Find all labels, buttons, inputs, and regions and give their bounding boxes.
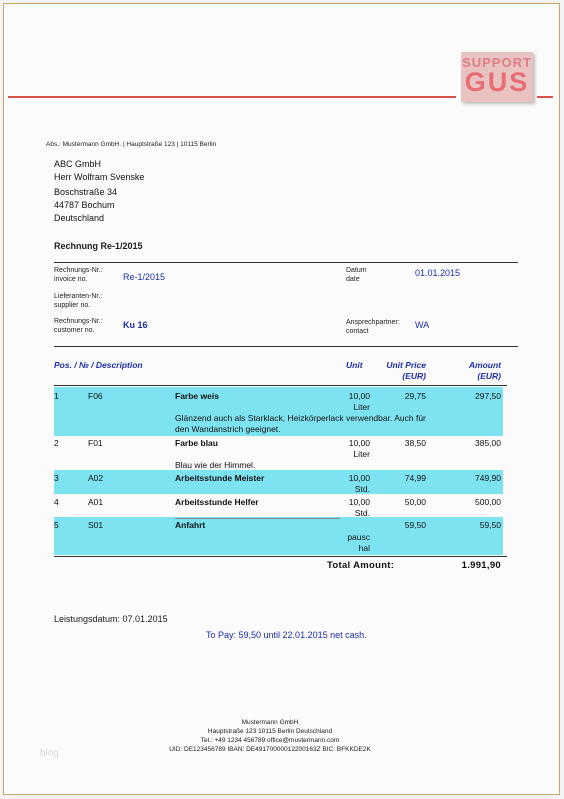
label-en: supplier no.: [54, 302, 91, 309]
date-value: 01.01.2015: [415, 268, 461, 278]
footer: [150, 718, 390, 754]
invoice-no-value: Re-1/2015: [123, 272, 166, 282]
footer-line: Tel.: +49 1234 456789 office@mustermann.com: [200, 737, 340, 744]
row-no: S01: [88, 520, 104, 530]
watermark: blog: [40, 748, 59, 759]
header-pos-description: Pos. / № / Description: [54, 360, 143, 370]
row-unit: hal: [358, 543, 370, 553]
header-rule-right: [537, 96, 553, 98]
meta-bottom-rule: [54, 346, 518, 347]
row-qty: 10,00: [348, 391, 370, 401]
row-price: 50,00: [404, 497, 426, 507]
label-de: Datum: [346, 267, 367, 274]
row-price: 29,75: [404, 391, 426, 401]
contact-label: [346, 318, 400, 336]
logo-line-1: SUPPORT: [462, 55, 532, 70]
header-line: Unit Price: [386, 360, 426, 370]
row-unit: pausc: [347, 532, 370, 542]
row-price: 59,50: [404, 520, 426, 530]
row-name: Arbeitsstunde Meister: [175, 473, 265, 483]
invoice-title: Rechnung Re-1/2015: [54, 241, 143, 251]
row-unit: Liter: [353, 449, 370, 459]
row-no: F01: [88, 438, 103, 448]
header-line: (EUR): [477, 371, 501, 381]
date-label: [346, 266, 367, 284]
row-divider: [175, 518, 340, 519]
row-pos: 2: [54, 438, 59, 448]
row-description: Blau wie der Himmel.: [175, 460, 256, 470]
row-qty: 10,00: [348, 438, 370, 448]
row-amount: 297,50: [475, 391, 501, 401]
customer-no-value: Ku 16: [123, 320, 148, 330]
row-highlight: [54, 470, 503, 494]
row-pos: 4: [54, 497, 59, 507]
total-label: Total Amount:: [327, 560, 395, 571]
recipient-line: 44787 Bochum: [54, 200, 115, 210]
recipient-line: Herr Wolfram Svenske: [54, 172, 145, 182]
customer-no-label: [54, 317, 103, 335]
row-name: Arbeitsstunde Helfer: [175, 497, 259, 507]
meta-top-rule: [54, 262, 518, 263]
recipient-address: [54, 158, 144, 225]
label-de: Ansprechpartner:: [346, 319, 400, 326]
label-de: Lieferanten-Nr.:: [54, 293, 103, 300]
service-date: Leistungsdatum: 07.01.2015: [54, 614, 168, 624]
sender-line: Abs.: Mustermann GmbH. | Hauptstraße 123 | 10115 Berlin: [46, 141, 217, 148]
row-pos: 1: [54, 391, 59, 401]
row-highlight: [54, 517, 503, 555]
row-price: 74,99: [404, 473, 426, 483]
row-no: A01: [88, 497, 104, 507]
row-price: 38,50: [404, 438, 426, 448]
supplier-no-label: [54, 292, 102, 310]
label-en: contact: [346, 328, 369, 335]
header-unit: Unit: [346, 360, 363, 370]
row-unit: Liter: [353, 402, 370, 412]
label-en: customer no.: [54, 327, 95, 334]
row-no: F06: [88, 391, 103, 401]
recipient-line: ABC GmbH: [54, 159, 102, 169]
row-name: Farbe blau: [175, 438, 218, 448]
total-value: 1.991,90: [461, 560, 501, 571]
invoice-no-label: [54, 266, 103, 284]
row-amount: 500,00: [475, 497, 501, 507]
header-amount: [450, 360, 501, 382]
row-amount: 59,50: [479, 520, 501, 530]
table-header-rule: [54, 385, 507, 386]
footer-line: Hauptstraße 123 10115 Berlin Deutschland: [207, 728, 333, 735]
label-en: date: [346, 276, 360, 283]
row-unit: Std.: [354, 484, 370, 494]
row-description: den Wandanstrich geeignet.: [175, 424, 281, 434]
row-name: Farbe weis: [175, 391, 219, 401]
recipient-line: Boschstraße 34: [54, 187, 118, 197]
row-no: A02: [88, 473, 104, 483]
header-rule-left: [8, 96, 456, 98]
contact-value: WA: [415, 320, 430, 330]
table-bottom-rule: [54, 556, 507, 557]
footer-line: Mustermann GmbH: [241, 719, 299, 726]
support-gus-logo: [461, 52, 533, 102]
logo-line-2: GUS: [464, 67, 530, 97]
row-amount: 385,00: [475, 438, 501, 448]
footer-line: UID: DE123456789 IBAN: DE49170000012200163Z BIC: BFKKDE2K: [169, 746, 371, 753]
row-name: Anfahrt: [175, 520, 206, 530]
row-qty: 10,00: [348, 473, 370, 483]
header-line: (EUR): [402, 371, 426, 381]
label-en: invoice no.: [54, 276, 88, 283]
row-pos: 5: [54, 520, 59, 530]
row-pos: 3: [54, 473, 59, 483]
recipient-line: Deutschland: [54, 213, 105, 223]
row-description: Glänzend auch als Starklack, Heizkörperlack verwendbar. Auch für: [175, 413, 426, 423]
row-unit: Std.: [354, 508, 370, 518]
payment-note: To Pay: 59,50 until 22.01.2015 net cash.: [206, 630, 367, 640]
label-de: Rechnungs-Nr.:: [54, 267, 103, 274]
header-unit-price: [370, 360, 426, 382]
row-amount: 749,90: [475, 473, 501, 483]
header-line: Amount: [468, 360, 501, 370]
row-qty: 10,00: [348, 497, 370, 507]
label-de: Rechnungs-Nr.:: [54, 318, 103, 325]
